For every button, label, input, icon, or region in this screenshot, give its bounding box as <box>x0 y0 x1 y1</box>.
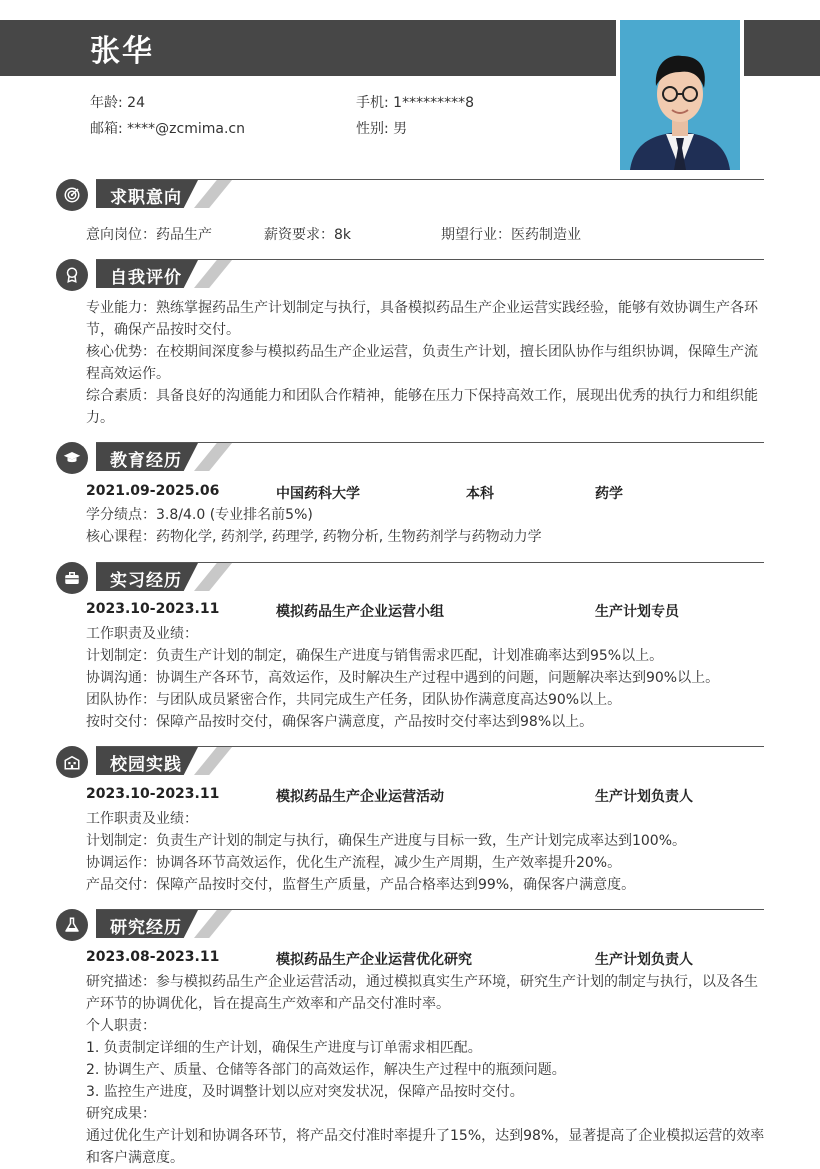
campus-date: 2023.10-2023.11 <box>86 786 220 802</box>
internship-line: 协调沟通：协调生产各环节，高效运作，及时解决生产过程中遇到的问题，问题解决率达到90%以上。 <box>86 670 720 686</box>
candidate-name: 张华 <box>90 34 154 69</box>
age-label: 年龄: <box>90 95 123 111</box>
section-internship-header <box>56 562 764 594</box>
internship-date: 2023.10-2023.11 <box>86 601 220 617</box>
email-value: ****@zcmima.cn <box>127 121 245 137</box>
intent-industry: 期望行业：医药制造业 <box>441 227 581 243</box>
internship-line: 团队协作：与团队成员紧密合作，共同完成生产任务，团队协作满意度高达90%以上。 <box>86 692 622 708</box>
section-divider <box>96 746 764 747</box>
research-date: 2023.08-2023.11 <box>86 949 220 965</box>
internship-org: 模拟药品生产企业运营小组 <box>276 604 444 620</box>
campus-details <box>86 808 766 896</box>
self-line: 专业能力：熟练掌握药品生产计划制定与执行，具备模拟药品生产企业运营实践经验，能够有效协调生产各环节，确保产品按时交付。 <box>86 300 758 338</box>
section-title: 自我评价 <box>110 268 182 288</box>
self-evaluation-text <box>86 297 766 429</box>
section-title: 教育经历 <box>110 451 182 471</box>
research-line: 研究成果： <box>86 1106 156 1122</box>
age-value: 24 <box>127 95 145 111</box>
internship-line: 按时交付：保障产品按时交付，确保客户满意度，产品按时交付率达到98%以上。 <box>86 714 594 730</box>
section-title: 研究经历 <box>110 918 182 938</box>
education-school: 中国药科大学 <box>276 486 360 502</box>
internship-details <box>86 623 766 733</box>
campus-role: 生产计划负责人 <box>595 789 693 805</box>
section-tag-slash <box>194 563 232 591</box>
research-line: 研究描述：参与模拟药品生产企业运营活动，通过模拟真实生产环境，研究生产计划的制定与执行，以及各生产环节的协调优化，旨在提高生产效率和产品交付准时率。 <box>86 974 758 1012</box>
research-line: 通过优化生产计划和协调各环节，将产品交付准时率提升了15%，达到98%，显著提高了企业模拟运营的效率和客户满意度。 <box>86 1128 765 1166</box>
phone-value: 1*********8 <box>393 95 474 111</box>
internship-line: 工作职责及业绩： <box>86 626 198 642</box>
header-bar-right <box>744 20 820 76</box>
badge-icon <box>56 259 88 291</box>
phone-field <box>356 92 474 112</box>
age-field <box>90 92 145 112</box>
education-line: 学分绩点：3.8/4.0 (专业排名前5%) <box>86 507 313 523</box>
building-icon <box>56 746 88 778</box>
campus-line: 工作职责及业绩： <box>86 811 198 827</box>
section-divider <box>96 259 764 260</box>
phone-label: 手机: <box>356 95 389 111</box>
section-tag-slash <box>194 910 232 938</box>
section-divider <box>96 562 764 563</box>
education-details <box>86 504 766 548</box>
education-line: 核心课程：药物化学, 药剂学, 药理学, 药物分析, 生物药剂学与药物动力学 <box>86 529 542 545</box>
section-self-header <box>56 259 764 291</box>
research-role: 生产计划负责人 <box>595 952 693 968</box>
briefcase-icon <box>56 562 88 594</box>
target-icon <box>56 179 88 211</box>
section-divider <box>96 909 764 910</box>
gender-value: 男 <box>393 121 408 137</box>
section-title: 实习经历 <box>110 571 182 591</box>
gender-field <box>356 118 407 138</box>
intent-position: 意向岗位：药品生产 <box>86 227 212 243</box>
section-tag-slash <box>194 180 232 208</box>
campus-line: 协调运作：协调各环节高效运作，优化生产流程，减少生产周期，生产效率提升20%。 <box>86 855 622 871</box>
intent-salary: 薪资要求：8k <box>264 227 352 243</box>
section-title: 校园实践 <box>110 755 182 775</box>
campus-org: 模拟药品生产企业运营活动 <box>276 789 444 805</box>
section-research-header <box>56 909 764 941</box>
education-date: 2021.09-2025.06 <box>86 483 220 499</box>
section-title: 求职意向 <box>110 188 182 208</box>
section-education-header <box>56 442 764 474</box>
gender-label: 性别: <box>356 121 389 137</box>
research-details <box>86 971 766 1169</box>
section-campus-header <box>56 746 764 778</box>
section-intent-header <box>56 179 764 211</box>
profile-photo <box>620 20 740 170</box>
email-label: 邮箱: <box>90 121 123 137</box>
research-line: 3. 监控生产进度，及时调整计划以应对突发状况，保障产品按时交付。 <box>86 1084 524 1100</box>
section-divider <box>96 179 764 180</box>
research-line: 2. 协调生产、质量、仓储等各部门的高效运作，解决生产过程中的瓶颈问题。 <box>86 1062 566 1078</box>
research-line: 1. 负责制定详细的生产计划，确保生产进度与订单需求相匹配。 <box>86 1040 482 1056</box>
internship-role: 生产计划专员 <box>595 604 679 620</box>
section-tag-slash <box>194 260 232 288</box>
flask-icon <box>56 909 88 941</box>
research-org: 模拟药品生产企业运营优化研究 <box>276 952 472 968</box>
education-major: 药学 <box>595 486 623 502</box>
campus-line: 产品交付：保障产品按时交付，监督生产质量，产品合格率达到99%，确保客户满意度。 <box>86 877 636 893</box>
section-divider <box>96 442 764 443</box>
self-line: 核心优势：在校期间深度参与模拟药品生产企业运营，负责生产计划，擅长团队协作与组织协调，保障生产流程高效运作。 <box>86 344 758 382</box>
education-degree: 本科 <box>466 486 494 502</box>
internship-line: 计划制定：负责生产计划的制定，确保生产进度与销售需求匹配，计划准确率达到95%以上。 <box>86 648 664 664</box>
campus-line: 计划制定：负责生产计划的制定与执行，确保生产进度与目标一致，生产计划完成率达到100%。 <box>86 833 687 849</box>
self-line: 综合素质：具备良好的沟通能力和团队合作精神，能够在压力下保持高效工作，展现出优秀的执行力和组织能力。 <box>86 388 758 426</box>
graduation-cap-icon <box>56 442 88 474</box>
research-line: 个人职责： <box>86 1018 156 1034</box>
section-tag-slash <box>194 443 232 471</box>
email-field <box>90 118 245 138</box>
section-tag-slash <box>194 747 232 775</box>
